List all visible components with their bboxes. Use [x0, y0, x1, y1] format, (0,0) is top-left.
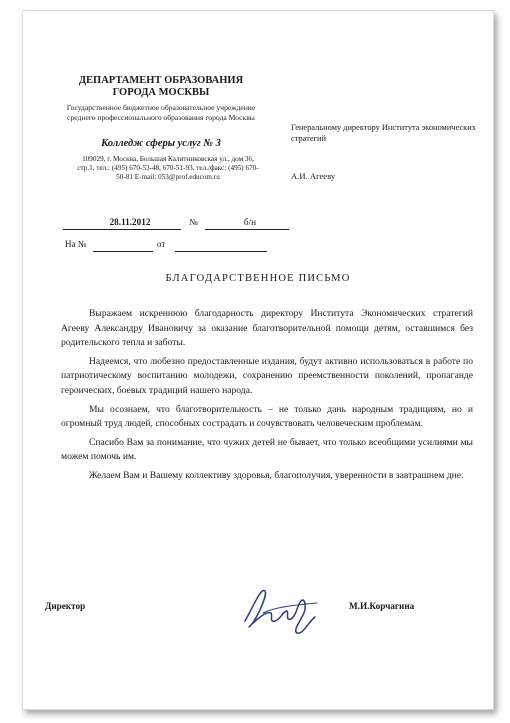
date-underline	[63, 229, 181, 230]
department-title: ДЕПАРТАМЕНТ ОБРАЗОВАНИЯ ГОРОДА МОСКВЫ	[78, 75, 244, 98]
reference-underline	[93, 251, 153, 252]
handwritten-signature	[235, 577, 325, 637]
recipient-name: А.И. Агееву	[291, 171, 336, 181]
recipient-title: Генеральному директору Института экономических стратегий	[291, 123, 476, 143]
paragraph: Надеемся, что любезно предоставленные издания, будут активно использоваться в работе по патриотическому воспитанию молодежи, сохранению преемственности поколений, пропаганде героических, боевых традиций нашего народа.	[61, 355, 473, 396]
paragraph: Мы осознаем, что благотворительность – не только дань народным традициям, но и огромный труд людей, способных сострадать и сочувствовать человеческим проблемам.	[61, 403, 473, 430]
signer-name: М.И.Корчагина	[349, 601, 415, 611]
institution-name: Государственное бюджетное образовательное учреждение среднего профессионального образования города Москвы	[66, 103, 256, 122]
paragraph: Желаем Вам и Вашему коллективу здоровья, благополучия, уверенности в завтрашнем дне.	[89, 469, 464, 481]
number-underline	[205, 229, 289, 230]
address-block: 109029, г. Москва, Большая Калитниковская ул., дом 36, стр.1, тел.: (495) 670-53-48, 670-51-93, тел./факс: (495) 670-50-81 E-mail: 053@prof.educom.ru	[77, 155, 259, 182]
college-name: Колледж сферы услуг № 3	[101, 138, 221, 149]
paragraph: Спасибо Вам за понимание, что чужих детей не бывает, что только всеобщими усилиями мы можем помочь им.	[61, 436, 473, 463]
letter-page	[22, 10, 494, 710]
paragraph: Выражаем искреннюю благодарность директору Института Экономических стратегий Агееву Александру Ивановичу за оказание благотворительной помощи детям, оставшимся без родительского тепла и заботы.	[61, 308, 473, 349]
reference-date-underline	[175, 251, 267, 252]
letter-date: 28.11.2012	[109, 217, 151, 227]
letter-title: БЛАГОДАРСТВЕННОЕ ПИСЬМО	[165, 273, 351, 284]
letter-number: б/н	[243, 217, 257, 227]
reference-from: от	[157, 239, 166, 249]
signer-position: Директор	[45, 601, 86, 611]
reference-label: На №	[65, 239, 87, 249]
number-symbol: №	[189, 217, 198, 227]
letter-body	[61, 307, 473, 488]
